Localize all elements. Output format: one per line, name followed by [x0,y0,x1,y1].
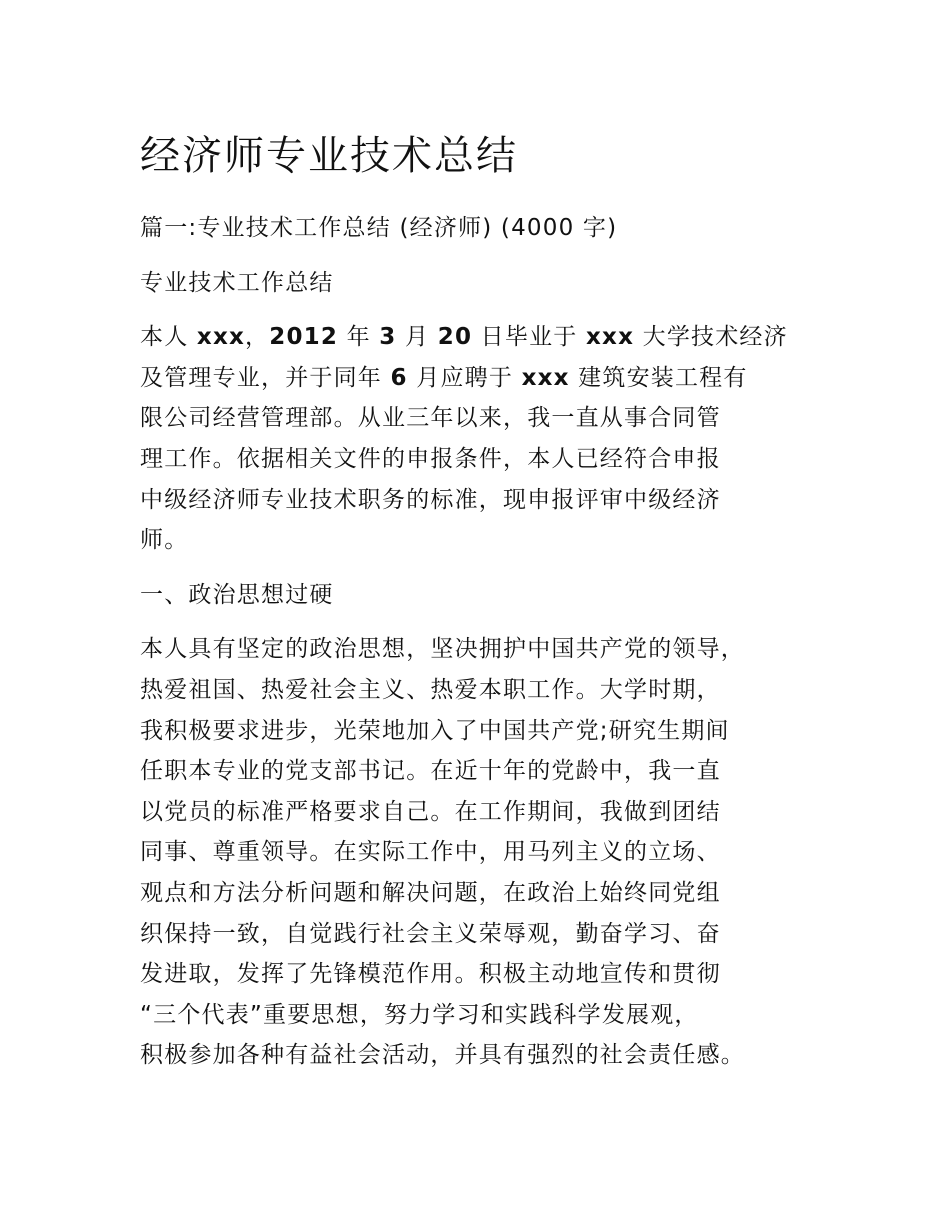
intro-day: 20 [437,324,473,351]
paragraph-line: 以党员的标准严格要求自己。在工作期间，我做到团结 [140,798,721,825]
paragraph-line: 积极参加各种有益社会活动，并具有强烈的社会责任感。 [140,1042,745,1069]
intro-text: 大学技术经济 [634,324,788,351]
intro-month: 6 [390,364,408,391]
paragraph-line: 我积极要求进步，光荣地加入了中国共产党;研究生期间 [140,717,730,744]
intro-company-placeholder: xxx [521,364,570,391]
part-one-heading: 一、政治思想过硬 [140,581,334,608]
intro-line-4: 理工作。依据相关文件的申报条件，本人已经符合申报 [140,445,721,472]
intro-text: 年 [338,324,380,351]
intro-line-6: 师。 [140,527,189,554]
paragraph-line: 织保持一致，自觉践行社会主义荣辱观，勤奋学习、奋 [140,920,721,947]
paragraph-line: 热爱祖国、热爱社会主义、热爱本职工作。大学时期， [140,676,721,703]
intro-name-placeholder: xxx [196,324,246,351]
intro-text: 日毕业于 [472,324,586,351]
paragraph-line: 本人具有坚定的政治思想，坚决拥护中国共产党的领导， [140,636,745,663]
paragraph-line: 观点和方法分析问题和解决问题，在政治上始终同党组 [140,879,721,906]
document-page [140,128,820,1090]
part-one-paragraph [140,629,820,1076]
intro-line-5: 中级经济师专业技术职务的标准，现申报评审中级经济 [140,486,721,513]
document-title: 经济师专业技术总结 [140,133,518,179]
intro-text: ， [245,324,270,351]
paragraph-line: “三个代表”重要思想，努力学习和实践科学发展观， [140,1001,699,1028]
intro-line-1 [140,317,820,358]
intro-text: 及管理专业，并于同年 [140,364,391,391]
intro-text: 月 [396,324,438,351]
paragraph-line: 任职本专业的党支部书记。在近十年的党龄中，我一直 [140,758,721,785]
intro-line-2 [140,358,820,399]
document-subtitle: 篇一:专业技术工作总结 (经济师) (4000 字) [140,215,618,241]
intro-year: 2012 [269,324,339,351]
intro-university-placeholder: xxx [586,324,635,351]
paragraph-line: 发进取，发挥了先锋模范作用。积极主动地宣传和贯彻 [140,961,721,988]
paragraph-line: 同事、尊重领导。在实际工作中，用马列主义的立场、 [140,839,721,866]
intro-text: 本人 [140,324,197,351]
intro-month: 3 [379,324,397,351]
intro-text: 月应聘于 [407,364,522,391]
intro-line-3: 限公司经营管理部。从业三年以来，我一直从事合同管 [140,405,721,432]
intro-text: 建筑安装工程有 [569,364,748,391]
section-heading: 专业技术工作总结 [140,269,334,296]
intro-paragraph [140,317,820,561]
